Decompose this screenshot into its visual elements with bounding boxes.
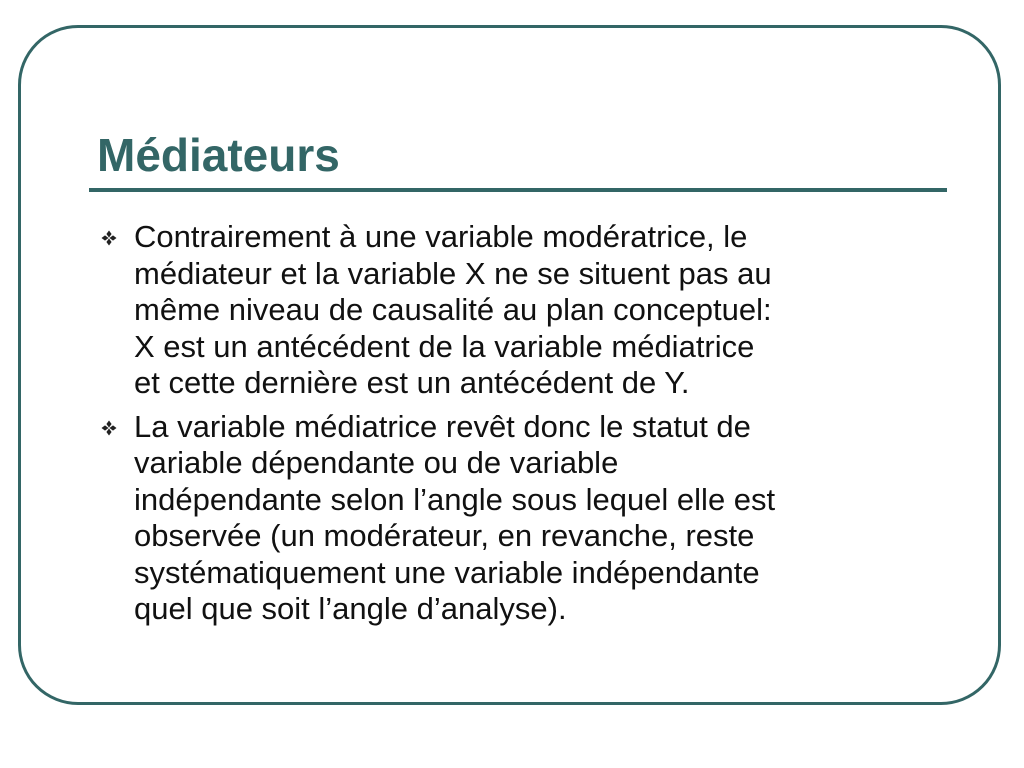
four-diamond-bullet-icon [96,219,134,255]
bullet-item-1 [96,219,946,402]
bullet-line: variable dépendante ou de variable [134,445,619,480]
four-diamond-bullet-icon [96,409,134,445]
bullet-line: observée (un modérateur, en revanche, reste [134,518,755,553]
bullet-line: Contrairement à une variable modératrice, le [134,219,748,254]
bullet-line: indépendante selon l’angle sous lequel elle est [134,481,776,517]
title-underline [89,188,947,192]
bullet-line: La variable médiatrice revêt donc le statut de [134,408,751,444]
bullet-line: systématiquement une variable indépendante [134,554,760,590]
bullet-line: et cette dernière est un antécédent de Y. [134,365,690,400]
slide-title: Médiateurs [97,129,340,181]
bullet-line: même niveau de causalité au plan conceptuel: [134,292,772,327]
bullet-text [134,409,775,628]
bullet-line: X est un antécédent de la variable médiatrice [134,328,755,364]
bullet-line: quel que soit l’angle d’analyse). [134,591,567,626]
bullet-item-2 [96,409,946,628]
bullet-list [96,219,946,635]
bullet-text [134,219,772,402]
bullet-line: médiateur et la variable X ne se situent pas au [134,255,772,291]
